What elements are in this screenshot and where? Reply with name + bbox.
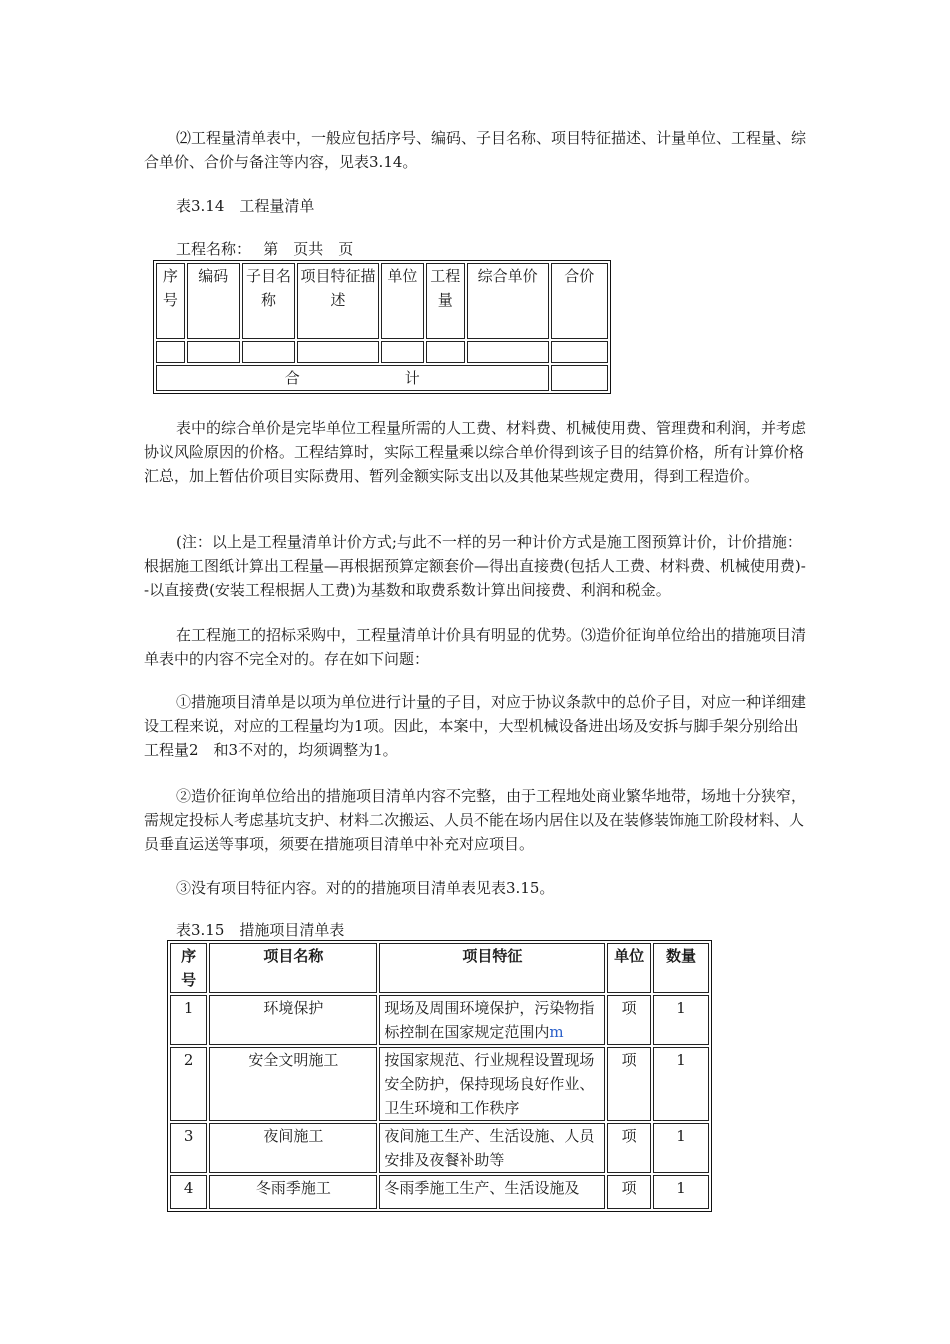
table-314-empty-row bbox=[156, 341, 608, 363]
row-unit: 项 bbox=[607, 1175, 651, 1209]
header-unit-price: 综合单价 bbox=[467, 263, 549, 339]
measures-items-table bbox=[167, 940, 712, 1212]
row-serial: 4 bbox=[170, 1175, 207, 1209]
header-quantity: 工程量 bbox=[426, 263, 465, 339]
row-quantity: 1 bbox=[653, 1123, 709, 1173]
header-feature: 项目特征描述 bbox=[297, 263, 379, 339]
table-314-header-row bbox=[156, 263, 608, 339]
header-serial: 序号 bbox=[170, 943, 207, 993]
paragraph-2: 表中的综合单价是完毕单位工程量所需的人工费、材料费、机械使用费、管理费和利润，并考虑协议风险原因的价格。工程结算时，实际工程量乘以综合单价得到该子目的结算价格，所有计算价格汇总，加上暂估价项目实际费用、暂列金额实际支出以及其他某些规定费用，得到工程造价。 bbox=[144, 419, 807, 485]
paragraph-1: ⑵工程量清单表中，一般应包括序号、编码、子目名称、项目特征描述、计量单位、工程量、综合单价、合价与备注等内容，见表3.14。 bbox=[144, 129, 807, 171]
total-label: 合 计 bbox=[156, 365, 549, 391]
paragraph-6: ②造价征询单位给出的措施项目清单内容不完整，由于工程地处商业繁华地带，场地十分狭窄，需规定投标人考虑基坑支护、材料二次搬运、人员不能在场内居住以及在装修装饰施工阶段材料、人员垂直运送等事项，须要在措施项目清单中补充对应项目。 bbox=[144, 787, 807, 853]
row-item-feature: 冬雨季施工生产、生活设施及 bbox=[379, 1175, 605, 1209]
header-serial: 序号 bbox=[156, 263, 185, 339]
table-row bbox=[170, 1047, 709, 1121]
row-quantity: 1 bbox=[653, 1047, 709, 1121]
row-item-name: 夜间施工 bbox=[209, 1123, 377, 1173]
bill-of-quantities-table bbox=[153, 260, 611, 394]
table-314-total-row bbox=[156, 365, 608, 391]
row-item-feature: 按国家规范、行业规程设置现场安全防护，保持现场良好作业、卫生环境和工作秩序 bbox=[379, 1047, 605, 1121]
row-item-name: 环境保护 bbox=[209, 995, 377, 1045]
paragraph-5: ①措施项目清单是以项为单位进行计量的子目，对应于协议条款中的总价子目，对应一种详细建设工程来说，对应的工程量均为1项。因此，本案中，大型机械设备进出场及安拆与脚手架分别给出工程量2 和3不对的，均须调整为1。 bbox=[144, 693, 807, 759]
table-row bbox=[170, 1175, 709, 1209]
header-total-price: 合价 bbox=[551, 263, 608, 339]
header-unit: 单位 bbox=[607, 943, 651, 993]
row-serial: 2 bbox=[170, 1047, 207, 1121]
header-quantity: 数量 bbox=[653, 943, 709, 993]
row-quantity: 1 bbox=[653, 995, 709, 1045]
table-row bbox=[170, 1123, 709, 1173]
paragraph-3: (注：以上是工程量清单计价方式;与此不一样的另一种计价方式是施工图预算计价，计价措施：根据施工图纸计算出工程量—再根据预算定额套价—得出直接费(包括人工费、材料费、机械使用费)--以直接费(安装工程根据人工费)为基数和取费系数计算出间接费、利润和税金。 bbox=[144, 533, 806, 599]
paragraph-7: ③没有项目特征内容。对的的措施项目清单表见表3.15。 bbox=[176, 879, 555, 897]
table-314-caption: 表3.14 工程量清单 bbox=[176, 197, 315, 215]
header-unit: 单位 bbox=[381, 263, 424, 339]
row-quantity: 1 bbox=[653, 1175, 709, 1209]
feature-suffix: m bbox=[549, 1023, 564, 1041]
project-name-line: 工程名称： 第 页共 页 bbox=[176, 240, 354, 258]
header-item-name: 项目名称 bbox=[209, 943, 377, 993]
row-unit: 项 bbox=[607, 1123, 651, 1173]
header-item-name: 子目名称 bbox=[242, 263, 295, 339]
row-unit: 项 bbox=[607, 1047, 651, 1121]
header-code: 编码 bbox=[187, 263, 240, 339]
row-serial: 3 bbox=[170, 1123, 207, 1173]
row-item-feature: 现场及周围环境保护，污染物指标控制在国家规定范围内m bbox=[379, 995, 605, 1045]
header-item-feature: 项目特征 bbox=[379, 943, 605, 993]
row-item-name: 冬雨季施工 bbox=[209, 1175, 377, 1209]
row-serial: 1 bbox=[170, 995, 207, 1045]
table-315-caption: 表3.15 措施项目清单表 bbox=[176, 921, 345, 939]
paragraph-4: 在工程施工的招标采购中，工程量清单计价具有明显的优势。⑶造价征询单位给出的措施项目清单表中的内容不完全对的。存在如下问题： bbox=[144, 626, 807, 668]
row-item-feature: 夜间施工生产、生活设施、人员安排及夜餐补助等 bbox=[379, 1123, 605, 1173]
table-315-header-row bbox=[170, 943, 709, 993]
table-row bbox=[170, 995, 709, 1045]
row-item-name: 安全文明施工 bbox=[209, 1047, 377, 1121]
row-unit: 项 bbox=[607, 995, 651, 1045]
